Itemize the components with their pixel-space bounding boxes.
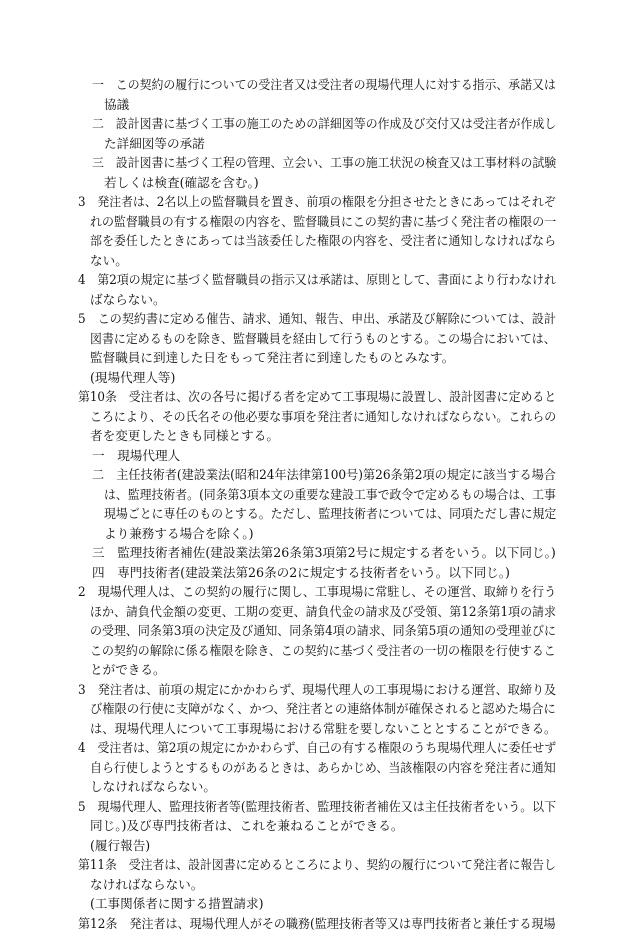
text-line: 若しくは検査(確認を含む。) — [104, 174, 259, 190]
text-line: 者を変更したときも同様とする。 — [90, 428, 279, 443]
text-line: 第10条 受注者は、次の各号に掲げる者を定めて工事現場に設置し、設計図書に定めると — [78, 389, 557, 404]
text-line: 監督職員に到達した日をもって発注者に到達したものとみなす。 — [90, 350, 455, 365]
text-line: 4 第2項の規定に基づく監督職員の指示又は承諾は、原則として、書面により行わなけれ — [78, 272, 556, 287]
text-line: 現場ごとに専任のものとする。ただし、監理技術者については、同項ただし書に規定 — [104, 506, 557, 521]
text-line: 3 発注者は、前項の規定にかかわらず、現場代理人の工事現場における運営、取締り及 — [78, 681, 557, 697]
text-line: 三 監理技術者補佐(建設業法第26条第3項第2号に規定する者をいう。以下同じ。) — [92, 545, 556, 560]
text-line: 同じ。)及び専門技術者は、これを兼ねることができる。 — [90, 818, 404, 833]
text-line: 一 この契約の履行についての受注者又は受注者の現場代理人に対する指示、承諾又は — [92, 77, 556, 92]
text-line: ほか、請負代金額の変更、工期の変更、請負代金の請求及び受領、第12条第1項の請求 — [90, 603, 557, 619]
text-line: 5 この契約書に定める催告、請求、通知、報告、申出、承諾及び解除については、設計 — [78, 311, 556, 326]
text-line: 第11条 受注者は、設計図書に定めるところにより、契約の履行について発注者に報告し — [78, 857, 556, 872]
text-line: 四 専門技術者(建設業法第26条の2に規定する技術者をいう。以下同じ。) — [92, 564, 510, 580]
text-line: とができる。 — [90, 662, 166, 677]
text-line: この契約の解除に係る権限を除き、この契約に基づく受注者の一切の権限を行使するこ — [90, 642, 556, 658]
text-line: より兼務する場合を除く。) — [104, 525, 254, 541]
text-line: れの監督職員の有する権限の内容を、監督職員にこの契約書に基づく発注者の権限の一 — [90, 213, 557, 229]
text-line: ころにより、その氏名その他必要な事項を発注者に通知しなければならない。これらの — [90, 408, 557, 424]
text-line: 部を委任したときにあっては当該委任した権限の内容を、受注者に通知しなければなら — [90, 233, 557, 248]
text-line: 2 現場代理人は、この契約の履行に関し、工事現場に常駐し、その運営、取締りを行う — [78, 584, 557, 599]
text-line: 4 受注者は、第2項の規定にかかわらず、自己の有する権限のうち現場代理人に委任せず — [78, 740, 557, 755]
text-line: ばならない。 — [90, 291, 166, 307]
text-line: 図書に定めるものを除き、監督職員を経由して行うものとする。この場合においては、 — [90, 330, 556, 346]
text-line: (履行報告) — [90, 837, 151, 853]
text-line: 第12条 発注者は、現場代理人がその職務(監理技術者等又は専門技術者と兼任する現場 — [78, 915, 556, 931]
text-line: 二 設計図書に基づく工事の施工のための詳細図等の作成及び交付又は受注者が作成し — [92, 116, 557, 131]
text-line: しなければならない。 — [90, 779, 216, 794]
text-line: ない。 — [90, 252, 128, 268]
text-line: は、監理技術者。(同条第3項本文の重要な建設工事で政令で定めるもの場合は、工事 — [104, 486, 556, 502]
text-line: 一 現場代理人 — [92, 447, 181, 463]
text-line: は、現場代理人について工事現場における常駐を要しないこととすることができる。 — [90, 720, 557, 736]
text-line: 自ら行使しようとするものがあるときは、あらかじめ、当該権限の内容を発注者に通知 — [90, 759, 556, 775]
text-line: なければならない。 — [90, 876, 204, 892]
text-line: 3 発注者は、2名以上の監督職員を置き、前項の権限を分担させたときにあってはそれぞ — [78, 194, 556, 209]
text-line: た詳細図等の承諾 — [104, 135, 205, 151]
text-line: 二 主任技術者(建設業法(昭和24年法律第100号)第26条第2項の規定に該当する場合 — [92, 467, 556, 482]
text-line: (工事関係者に関する措置請求) — [90, 896, 264, 911]
text-line: (現場代理人等) — [90, 369, 176, 385]
text-line: 協議 — [104, 96, 130, 112]
text-line: の受理、同条第3項の決定及び通知、同条第4項の請求、同条第5項の通知の受理並びに — [90, 623, 557, 638]
text-line: び権限の行使に支障がなく、かつ、発注者との連絡体制が確保されると認めた場合に — [90, 701, 556, 716]
text-line: 三 設計図書に基づく工程の管理、立会い、工事の施工状況の検査又は工事材料の試験 — [92, 155, 557, 170]
text-line: 5 現場代理人、監理技術者等(監理技術者、監理技術者補佐又は主任技術者をいう。以下 — [78, 798, 557, 814]
